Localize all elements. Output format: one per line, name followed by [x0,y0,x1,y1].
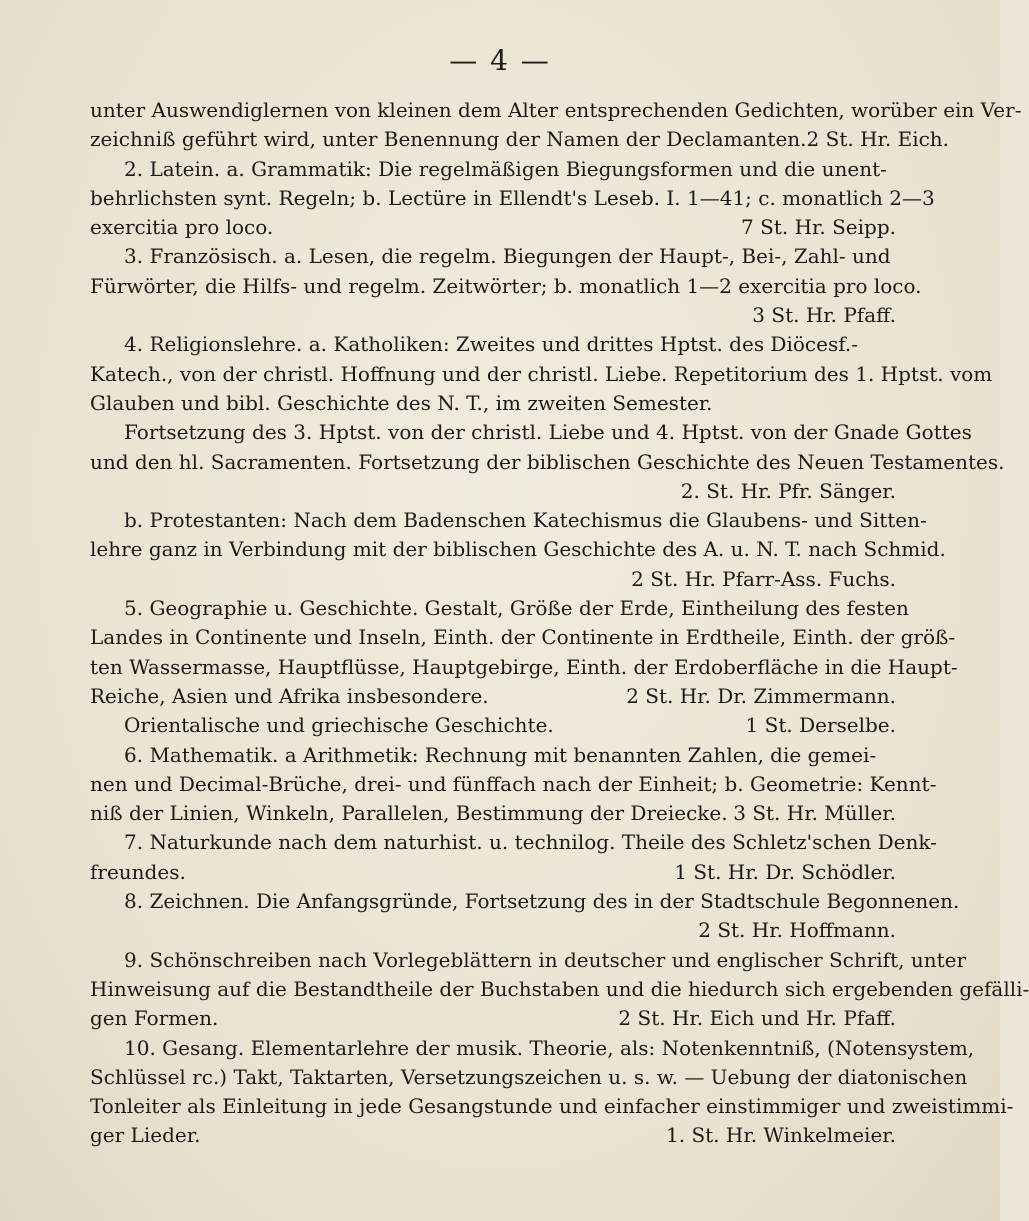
text-line: lehre ganz in Verbindung mit der biblischen Geschichte des A. u. N. T. nach Schmid. [90,537,946,562]
text-line: Orientalische und griechische Geschichte. [124,713,554,738]
teacher-credit: 2 St. Hr. Pfarr-Ass. Fuchs. [631,566,896,591]
teacher-credit: 2 St. Hr. Dr. Zimmermann. [626,683,896,708]
text-line: freundes. [90,859,186,884]
body-text [90,96,1029,1151]
text-line: gen Formen. [90,1006,219,1031]
text-line: Katech., von der christl. Hoffnung und der christl. Liebe. Repetitorium des 1. Hptst. vom [90,361,993,386]
subject-heading-singing: 10. Gesang. Elementarlehre der musik. Theorie, als: Notenkenntniß, (Notensystem, [124,1035,975,1060]
text-line: exercitia pro loco. [90,215,274,240]
teacher-credit: 2. St. Hr. Pfr. Sänger. [680,478,896,503]
text-line [90,125,950,154]
text-line: Fortsetzung des 3. Hptst. von der christl. Liebe und 4. Hptst. von der Gnade Gottes [124,420,972,445]
text-line: Glauben und bibl. Geschichte des N. T., im zweiten Semester. [90,390,713,415]
subject-heading-penmanship: 9. Schönschreiben nach Vorlegeblättern in deutscher und englischer Schrift, unter [124,947,967,972]
teacher-credit: 1. St. Hr. Winkelmeier. [666,1123,896,1148]
text-line: Reiche, Asien und Afrika insbesondere. [90,683,489,708]
subject-heading-latin: 2. Latein. a. Grammatik: Die regelmäßigen Biegungsformen und die unent- [124,156,887,181]
text-line: nen und Decimal-Brüche, drei- und fünffach nach der Einheit; b. Geometrie: Kennt- [90,771,937,796]
teacher-credit: 3 St. Hr. Pfaff. [752,303,896,328]
subject-heading-religion: 4. Religionslehre. a. Katholiken: Zweites und drittes Hptst. des Diöcesf.- [124,332,859,357]
teacher-credit: 2 St. Hr. Eich und Hr. Pfaff. [618,1006,896,1031]
text-line: Fürwörter, die Hilfs- und regelm. Zeitwörter; b. monatlich 1—2 exercitia pro loco. [90,273,922,298]
text-line: zeichniß geführt wird, unter Benennung der Namen der Declamanten. [90,127,807,152]
text-line: Landes in Continente und Inseln, Einth. der Continente in Erdtheile, Einth. der größ- [90,625,956,650]
text-line [90,1004,918,1033]
teacher-credit: 2 St. Hr. Hoffmann. [698,918,896,943]
subject-heading-geography: 5. Geographie u. Geschichte. Gestalt, Größe der Erde, Eintheilung des festen [124,596,909,621]
text-line: Tonleiter als Einleitung in jede Gesangstunde und einfacher einstimmiger und zweistimmi- [90,1094,1014,1119]
subject-heading-french: 3. Französisch. a. Lesen, die regelm. Biegungen der Haupt-, Bei-, Zahl- und [124,244,891,269]
teacher-credit: 7 St. Hr. Seipp. [741,215,896,240]
text-line [90,213,918,242]
page-number: — 4 — [449,44,551,77]
text-line: niß der Linien, Winkeln, Parallelen, Bestimmung der Dreiecke. [90,801,728,826]
teacher-credit: 1 St. Hr. Dr. Schödler. [674,859,896,884]
subject-heading-natural-science: 7. Naturkunde nach dem naturhist. u. technilog. Theile des Schletz'schen Denk- [124,830,937,855]
text-line [90,799,918,828]
teacher-credit: 3 St. Hr. Müller. [733,801,896,826]
teacher-credit: 1 St. Derselbe. [745,713,896,738]
subject-heading-drawing: 8. Zeichnen. Die Anfangsgründe, Fortsetzung des in der Stadtschule Begonnenen. [124,889,960,914]
subject-heading-mathematics: 6. Mathematik. a Arithmetik: Rechnung mit benannten Zahlen, die gemei- [124,742,877,767]
text-line [90,1121,918,1150]
text-line: und den hl. Sacramenten. Fortsetzung der biblischen Geschichte des Neuen Testamentes. [90,449,1005,474]
text-line: ten Wassermasse, Hauptflüsse, Hauptgebirge, Einth. der Erdoberfläche in die Haupt- [90,654,958,679]
text-line: behrlichsten synt. Regeln; b. Lectüre in Ellendt's Leseb. I. 1—41; c. monatlich 2—3 [90,185,935,210]
teacher-credit: 2 St. Hr. Eich. [806,127,950,152]
subject-heading-protestant: b. Protestanten: Nach dem Badenschen Katechismus die Glaubens- und Sitten- [124,508,927,533]
text-line: ger Lieder. [90,1123,201,1148]
text-line [90,682,918,711]
text-line [90,858,918,887]
text-line: unter Auswendiglernen von kleinen dem Alter entsprechenden Gedichten, worüber ein Ver- [90,98,1022,122]
text-line: Schlüssel rc.) Takt, Taktarten, Versetzungszeichen u. s. w. — Uebung der diatonischen [90,1064,968,1089]
text-line [90,711,918,740]
text-line: Hinweisung auf die Bestandtheile der Buchstaben und die hiedurch sich ergebenden gefälli- [90,976,1029,1001]
